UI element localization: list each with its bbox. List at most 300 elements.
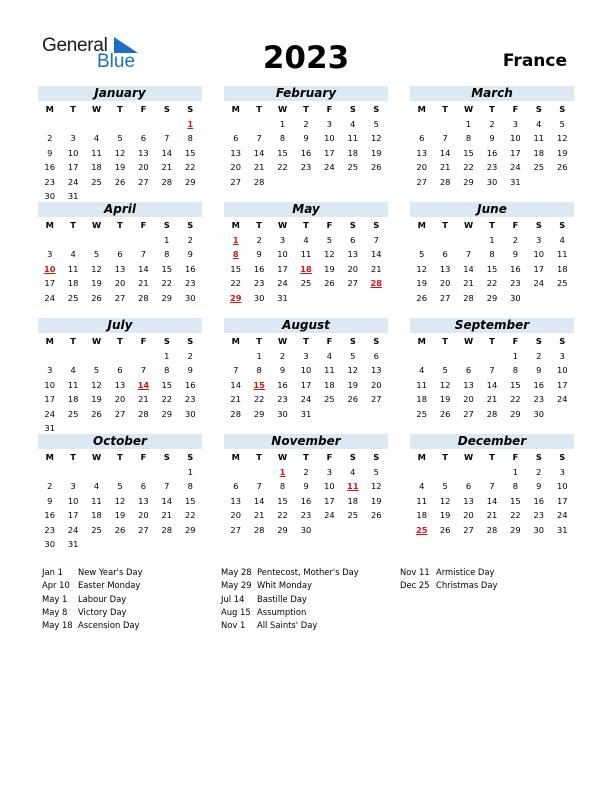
day-cell: 21 (161, 162, 173, 172)
weekday-header: T (442, 220, 448, 230)
weekday-header: M (231, 104, 240, 114)
weekday-header: S (535, 452, 542, 462)
weekday-header: S (349, 220, 356, 230)
day-cell: 22 (161, 278, 173, 288)
day-cell: 14 (439, 147, 451, 158)
day-cell: 11 (416, 495, 427, 506)
day-cell: 11 (347, 133, 359, 143)
day-cell: 3 (326, 466, 333, 477)
day-cell: 15 (510, 495, 521, 506)
holiday-date: May 28 (221, 567, 252, 577)
day-cell: 13 (230, 147, 241, 158)
empty-cell (457, 465, 480, 480)
holiday-day: 11 (347, 481, 359, 491)
month-grid (410, 450, 574, 537)
weekday-header: F (326, 336, 333, 346)
day-cell: 29 (161, 292, 173, 303)
day-cell: 31 (556, 524, 568, 535)
day-cell: 28 (253, 524, 265, 535)
empty-cell (247, 117, 270, 132)
day-cell: 17 (44, 278, 55, 288)
day-cell: 13 (114, 263, 126, 274)
day-cell: 18 (347, 495, 359, 506)
day-cell: 5 (93, 365, 100, 375)
day-cell: 8 (279, 481, 286, 491)
holiday-item (42, 619, 143, 632)
day-cell: 31 (510, 176, 521, 187)
day-cell: 20 (439, 278, 451, 288)
day-cell: 17 (277, 263, 288, 274)
day-cell: 5 (373, 466, 379, 477)
day-cell: 24 (510, 162, 521, 172)
day-cell: 12 (91, 263, 102, 274)
day-cell: 21 (486, 510, 498, 520)
day-cell: 28 (486, 408, 498, 419)
day-cell: 2 (536, 350, 542, 361)
weekday-header: W (463, 452, 474, 462)
weekday-header: F (326, 104, 333, 114)
day-cell: 27 (138, 176, 149, 187)
calendar-year: 2023 (262, 40, 350, 76)
day-cell: 4 (350, 466, 356, 477)
day-cell: 31 (67, 539, 79, 549)
empty-cell (61, 117, 84, 132)
weekday-header: S (187, 104, 194, 114)
day-cell: 4 (419, 481, 425, 491)
weekday-header: W (277, 452, 288, 462)
month-grid (410, 102, 574, 189)
day-cell: 19 (416, 278, 427, 288)
day-cell: 5 (93, 249, 100, 259)
empty-cell (410, 117, 433, 132)
day-cell: 13 (463, 379, 474, 390)
day-cell: 27 (463, 524, 474, 535)
month-grid (224, 334, 388, 421)
day-cell: 25 (67, 408, 79, 419)
day-cell: 14 (161, 147, 173, 158)
holiday-item (400, 566, 497, 579)
day-cell: 3 (70, 481, 76, 491)
weekday-header: S (187, 452, 194, 462)
holiday-name: Labour Day (78, 593, 127, 604)
month-june (410, 202, 574, 305)
day-cell: 14 (486, 495, 498, 506)
weekday-header: F (512, 104, 519, 114)
day-cell: 3 (47, 249, 53, 259)
month-title: May (224, 202, 388, 217)
day-cell: 10 (556, 481, 568, 491)
month-title: March (410, 86, 574, 101)
day-cell: 26 (439, 408, 451, 419)
day-cell: 10 (300, 365, 312, 375)
day-cell: 23 (533, 510, 545, 520)
holiday-day: 29 (229, 292, 242, 303)
day-cell: 5 (442, 481, 448, 491)
day-cell: 27 (230, 524, 241, 535)
weekday-header: S (535, 220, 542, 230)
day-cell: 26 (324, 278, 335, 288)
day-cell: 26 (439, 524, 451, 535)
empty-cell (457, 349, 480, 364)
holiday-item (42, 579, 143, 592)
weekday-header: M (417, 104, 426, 114)
day-cell: 6 (117, 249, 123, 259)
day-cell: 12 (114, 147, 126, 158)
day-cell: 21 (230, 394, 241, 404)
day-cell: 26 (347, 394, 359, 404)
empty-cell (61, 349, 84, 364)
weekday-header: T (303, 220, 309, 230)
day-cell: 5 (326, 234, 333, 245)
weekday-header: S (163, 104, 170, 114)
day-cell: 22 (184, 510, 196, 520)
day-cell: 17 (533, 263, 545, 274)
empty-cell (433, 349, 456, 364)
day-cell: 19 (370, 147, 382, 158)
weekday-header: S (373, 220, 380, 230)
day-cell: 7 (140, 365, 147, 375)
day-cell: 11 (556, 249, 568, 259)
day-cell: 21 (161, 510, 173, 520)
day-cell: 13 (138, 495, 149, 506)
holiday-date: May 1 (42, 593, 68, 604)
day-cell: 2 (256, 234, 262, 245)
day-cell: 17 (67, 510, 79, 520)
day-cell: 10 (324, 133, 335, 143)
day-cell: 30 (184, 292, 196, 303)
day-cell: 28 (161, 524, 173, 535)
day-cell: 25 (91, 524, 102, 535)
holiday-item (42, 606, 143, 619)
day-cell: 26 (114, 176, 126, 187)
weekday-header: T (70, 220, 76, 230)
day-cell: 29 (161, 408, 173, 419)
weekday-header: M (231, 336, 240, 346)
day-cell: 13 (138, 147, 149, 158)
day-cell: 11 (67, 379, 79, 390)
weekday-header: T (489, 452, 495, 462)
month-july (38, 318, 202, 436)
day-cell: 10 (556, 365, 568, 375)
day-cell: 26 (370, 510, 382, 520)
weekday-header: T (303, 336, 309, 346)
weekday-header: F (512, 336, 519, 346)
empty-cell (38, 117, 61, 132)
holiday-day: 18 (300, 263, 312, 274)
day-cell: 16 (253, 263, 265, 274)
day-cell: 6 (373, 350, 379, 361)
month-may (224, 202, 388, 305)
day-cell: 22 (510, 394, 521, 404)
holiday-name: Whit Monday (257, 580, 312, 591)
day-cell: 11 (533, 133, 545, 143)
weekday-header: S (373, 452, 380, 462)
month-february (224, 86, 388, 189)
empty-cell (224, 349, 247, 364)
day-cell: 19 (91, 394, 102, 404)
day-cell: 25 (91, 176, 102, 187)
day-cell: 24 (533, 278, 545, 288)
day-cell: 17 (324, 495, 335, 506)
day-cell: 2 (303, 466, 309, 477)
day-cell: 5 (559, 118, 565, 129)
day-cell: 30 (300, 524, 312, 535)
month-august (224, 318, 388, 421)
day-cell: 13 (416, 147, 427, 158)
day-cell: 9 (279, 365, 286, 375)
day-cell: 27 (370, 394, 382, 404)
day-cell: 13 (439, 263, 451, 274)
day-cell: 13 (370, 365, 382, 375)
holiday-item (400, 579, 497, 592)
day-cell: 24 (277, 278, 288, 288)
month-april (38, 202, 202, 305)
day-cell: 20 (114, 278, 126, 288)
holiday-item (221, 606, 359, 619)
day-cell: 18 (416, 394, 427, 404)
empty-cell (410, 233, 433, 248)
weekday-header: T (489, 336, 495, 346)
holiday-date: May 8 (42, 606, 68, 617)
day-cell: 3 (47, 365, 53, 375)
day-cell: 16 (184, 263, 196, 274)
day-cell: 25 (300, 278, 312, 288)
day-cell: 20 (463, 394, 474, 404)
day-cell: 22 (510, 510, 521, 520)
day-cell: 8 (187, 481, 193, 491)
empty-cell (457, 233, 480, 248)
day-cell: 7 (465, 249, 472, 259)
empty-cell (480, 349, 503, 364)
day-cell: 25 (416, 408, 427, 419)
day-cell: 8 (512, 481, 519, 491)
day-cell: 9 (536, 365, 542, 375)
day-cell: 16 (300, 495, 312, 506)
empty-cell (247, 465, 270, 480)
month-title: November (224, 434, 388, 449)
day-cell: 18 (533, 147, 545, 158)
day-cell: 5 (442, 365, 448, 375)
month-title: October (38, 434, 202, 449)
day-cell: 24 (44, 408, 55, 419)
day-cell: 7 (442, 133, 448, 143)
day-cell: 17 (300, 379, 312, 390)
day-cell: 12 (91, 379, 102, 390)
weekday-header: S (349, 104, 356, 114)
day-cell: 28 (230, 408, 241, 419)
weekday-header: T (303, 104, 309, 114)
day-cell: 12 (439, 495, 451, 506)
month-title: December (410, 434, 574, 449)
holiday-date: Jul 14 (221, 593, 245, 604)
day-cell: 5 (117, 133, 123, 143)
empty-cell (85, 233, 108, 248)
holiday-name: Armistice Day (436, 567, 495, 577)
day-cell: 7 (164, 133, 170, 143)
day-cell: 27 (463, 408, 474, 419)
day-cell: 9 (187, 249, 193, 259)
day-cell: 22 (463, 162, 474, 172)
day-cell: 25 (347, 162, 359, 172)
holiday-column (400, 566, 497, 593)
day-cell: 21 (253, 510, 265, 520)
holiday-name: Ascension Day (78, 620, 140, 631)
day-cell: 31 (300, 408, 312, 419)
day-cell: 18 (556, 263, 568, 274)
day-cell: 20 (138, 510, 149, 520)
day-cell: 18 (67, 278, 79, 288)
weekday-header: F (140, 104, 147, 114)
day-cell: 9 (489, 133, 495, 143)
month-grid (38, 102, 202, 204)
day-cell: 21 (439, 162, 451, 172)
holiday-item (42, 566, 143, 579)
day-cell: 28 (439, 176, 451, 187)
day-cell: 15 (277, 495, 288, 506)
day-cell: 15 (277, 147, 288, 158)
month-title: February (224, 86, 388, 101)
day-cell: 31 (277, 292, 288, 303)
day-cell: 8 (164, 249, 170, 259)
day-cell: 26 (416, 292, 427, 303)
holiday-date: May 18 (42, 620, 73, 631)
day-cell: 23 (533, 394, 545, 404)
day-cell: 1 (164, 350, 170, 361)
day-cell: 27 (138, 524, 149, 535)
day-cell: 16 (44, 162, 55, 172)
holiday-name: Christmas Day (436, 580, 498, 591)
day-cell: 30 (533, 408, 545, 419)
weekday-header: T (489, 220, 495, 230)
day-cell: 15 (184, 147, 196, 158)
weekday-header: S (187, 336, 194, 346)
day-cell: 3 (70, 133, 76, 143)
day-cell: 3 (279, 234, 286, 245)
day-cell: 23 (510, 278, 521, 288)
day-cell: 13 (114, 379, 126, 390)
day-cell: 17 (67, 162, 79, 172)
day-cell: 11 (300, 249, 312, 259)
day-cell: 22 (486, 278, 498, 288)
weekday-header: S (163, 452, 170, 462)
empty-cell (61, 233, 84, 248)
day-cell: 11 (67, 263, 79, 274)
day-cell: 31 (44, 423, 55, 433)
holiday-date: Aug 15 (221, 606, 251, 617)
day-cell: 16 (510, 263, 521, 274)
day-cell: 24 (67, 176, 79, 187)
holiday-item (42, 593, 143, 606)
day-cell: 6 (233, 133, 239, 143)
weekday-header: T (256, 104, 262, 114)
empty-cell (132, 349, 155, 364)
holiday-day: 1 (279, 466, 286, 477)
day-cell: 15 (486, 263, 498, 274)
weekday-header: S (349, 452, 356, 462)
day-cell: 30 (510, 292, 521, 303)
empty-cell (132, 117, 155, 132)
weekday-header: W (91, 220, 102, 230)
day-cell: 23 (44, 524, 55, 535)
day-cell: 21 (370, 263, 382, 274)
day-cell: 7 (164, 481, 170, 491)
day-cell: 29 (277, 524, 288, 535)
day-cell: 29 (486, 292, 498, 303)
weekday-header: T (117, 220, 123, 230)
day-cell: 27 (416, 176, 427, 187)
day-cell: 6 (117, 365, 123, 375)
month-grid (38, 218, 202, 305)
empty-cell (155, 117, 178, 132)
day-cell: 23 (44, 176, 55, 187)
month-title: September (410, 318, 574, 333)
weekday-header: F (326, 452, 333, 462)
weekday-header: T (70, 452, 76, 462)
day-cell: 28 (138, 408, 149, 419)
holiday-name: All Saints' Day (257, 620, 318, 631)
day-cell: 8 (187, 133, 193, 143)
weekday-header: M (417, 452, 426, 462)
holiday-day: 1 (232, 234, 239, 245)
day-cell: 16 (184, 379, 196, 390)
day-cell: 22 (277, 162, 288, 172)
day-cell: 30 (44, 539, 55, 549)
holiday-date: Apr 10 (42, 580, 70, 591)
day-cell: 27 (114, 408, 126, 419)
weekday-header: T (117, 336, 123, 346)
month-title: July (38, 318, 202, 333)
day-cell: 4 (93, 133, 100, 143)
day-cell: 4 (419, 365, 425, 375)
day-cell: 10 (44, 379, 55, 390)
day-cell: 7 (256, 133, 262, 143)
weekday-header: T (489, 104, 495, 114)
holiday-name: New Year's Day (78, 567, 143, 577)
day-cell: 17 (556, 495, 568, 506)
day-cell: 18 (324, 379, 335, 390)
day-cell: 20 (463, 510, 474, 520)
day-cell: 12 (114, 495, 126, 506)
month-title: August (224, 318, 388, 333)
day-cell: 7 (373, 234, 379, 245)
weekday-header: M (231, 220, 240, 230)
day-cell: 1 (279, 118, 286, 129)
month-grid (224, 218, 388, 305)
day-cell: 30 (184, 408, 196, 419)
month-october (38, 434, 202, 552)
day-cell: 12 (416, 263, 427, 274)
day-cell: 16 (44, 510, 55, 520)
day-cell: 25 (556, 278, 568, 288)
day-cell: 20 (370, 379, 382, 390)
holiday-item (221, 619, 359, 632)
day-cell: 30 (486, 176, 498, 187)
day-cell: 21 (138, 278, 149, 288)
day-cell: 11 (91, 147, 102, 158)
day-cell: 19 (439, 510, 451, 520)
holiday-day: 28 (370, 278, 383, 288)
day-cell: 22 (230, 278, 241, 288)
day-cell: 13 (347, 249, 359, 259)
day-cell: 2 (279, 350, 286, 361)
day-cell: 6 (465, 481, 472, 491)
day-cell: 4 (350, 118, 356, 129)
empty-cell (132, 465, 155, 480)
day-cell: 18 (347, 147, 359, 158)
holiday-item (221, 593, 359, 606)
day-cell: 20 (416, 162, 427, 172)
day-cell: 24 (44, 292, 55, 303)
